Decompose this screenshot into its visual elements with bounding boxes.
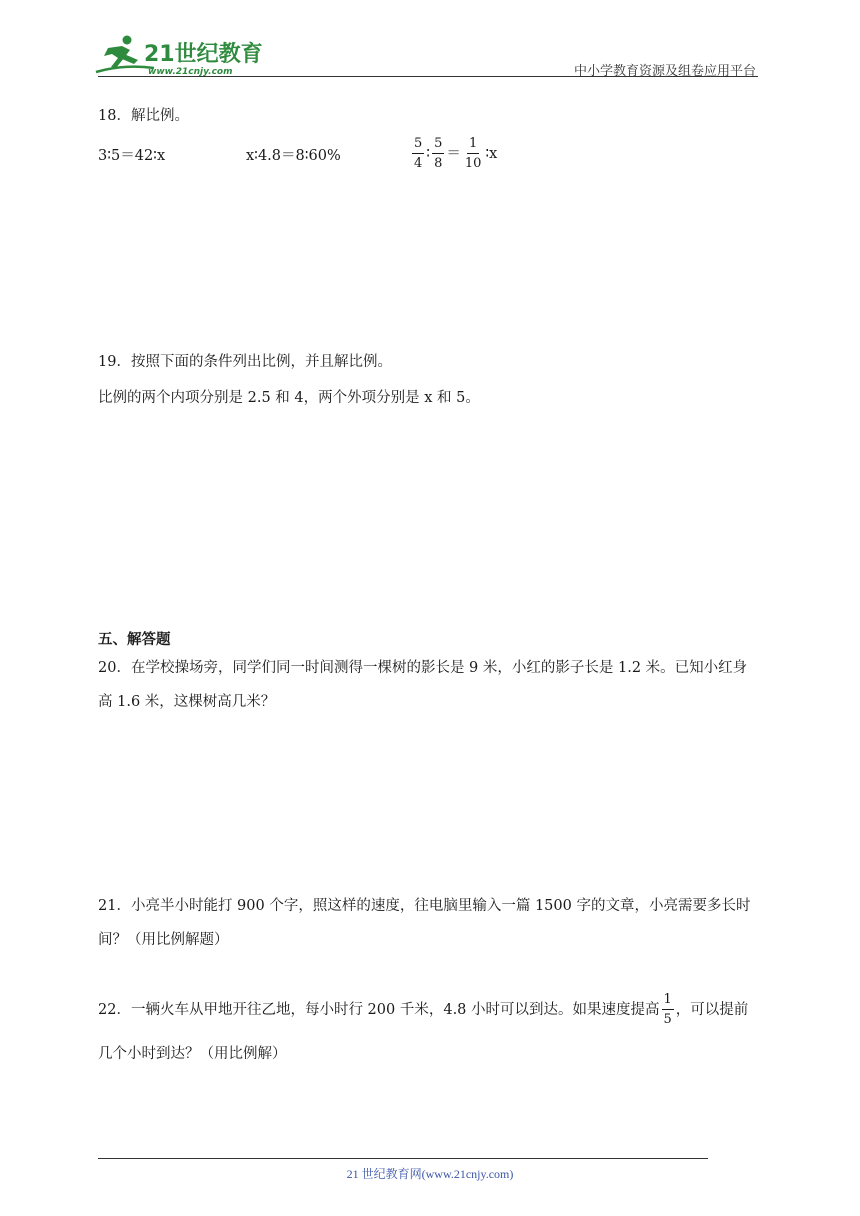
q22-line-1: 22．一辆火车从甲地开往乙地，每小时行 200 千米，4.8 小时可以到达。如果速度提高 $\frac{1}{5}$ ，可以提前 <box>98 992 749 1027</box>
footer-site-link[interactable]: 21 世纪教育网(www.21cnjy.com) <box>346 1167 514 1181</box>
runner-logo-icon <box>94 34 264 78</box>
fraction: $\frac{5}{4}$ <box>414 136 423 171</box>
fraction: $\frac{1}{5}$ <box>663 992 672 1027</box>
site-logo <box>94 34 264 78</box>
header-divider <box>98 76 758 77</box>
q19-body: 比例的两个内项分别是 2.5 和 4，两个外项分别是 x 和 5。 <box>98 390 480 406</box>
q20-line-1: 20．在学校操场旁，同学们同一时间测得一棵树的影长是 9 米，小红的影子长是 1.2 米。已知小红身 <box>98 660 748 676</box>
logo-text: 21世纪教育 <box>144 42 263 67</box>
q21-line-1: 21．小亮半小时能打 900 个字，照这样的速度，往电脑里输入一篇 1500 字的文章，小亮需要多长时 <box>98 898 751 914</box>
q18-equation-3: $\frac{5}{4}$ ∶ $\frac{5}{8}$ ＝ $\frac{1}{10}$ ∶x <box>414 136 498 171</box>
q18-equation-1: 3∶5＝42∶x <box>98 148 166 164</box>
header-platform-text: 中小学教育资源及组卷应用平台 <box>573 64 756 79</box>
q18-equation-2: x∶4.8＝8∶60% <box>246 148 341 164</box>
q22-line-2: 几个小时到达？（用比例解） <box>98 1046 287 1062</box>
section-heading: 五、解答题 <box>98 631 171 648</box>
q21-line-2: 间？（用比例解题） <box>98 932 229 948</box>
fraction: $\frac{5}{8}$ <box>434 136 443 171</box>
logo-url: www.21cnjy.com <box>148 67 233 77</box>
q20-line-2: 高 1.6 米，这棵树高几米？ <box>98 694 276 710</box>
fraction: $\frac{1}{10}$ <box>464 136 482 171</box>
footer-divider <box>98 1158 708 1159</box>
q18-title: 18．解比例。 <box>98 108 189 124</box>
q19-title: 19．按照下面的条件列出比例，并且解比例。 <box>98 354 392 370</box>
